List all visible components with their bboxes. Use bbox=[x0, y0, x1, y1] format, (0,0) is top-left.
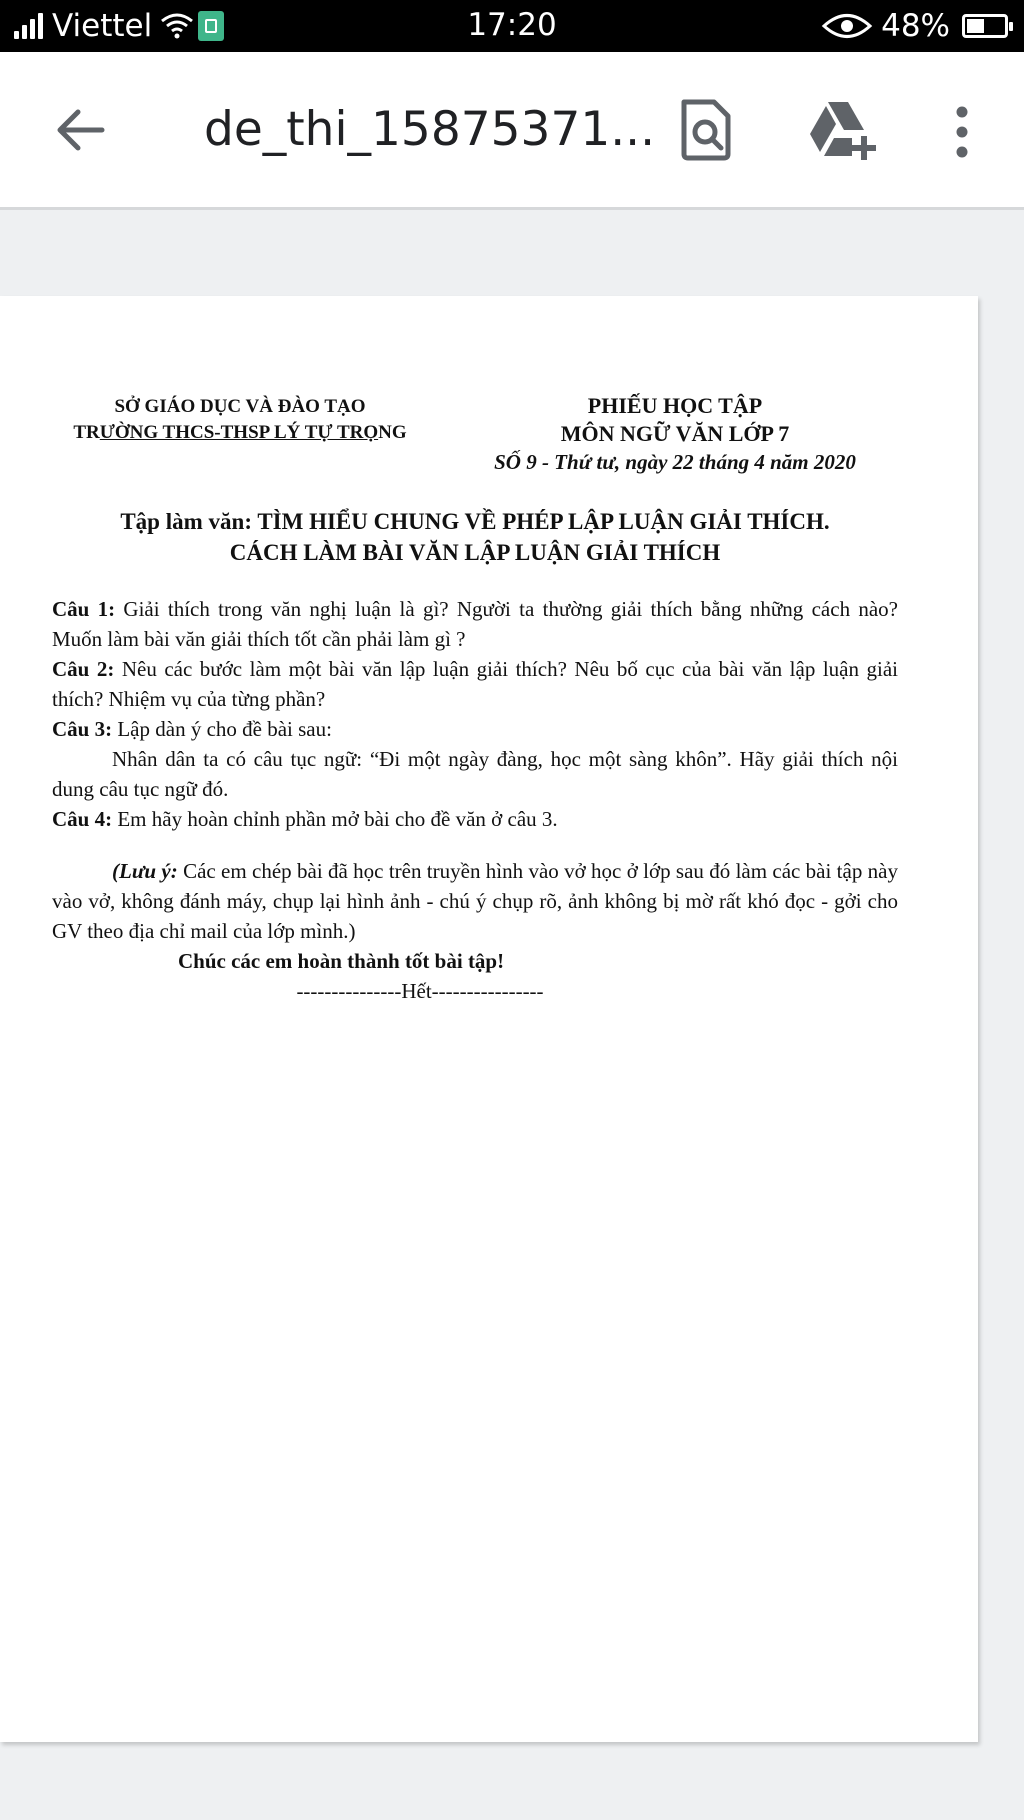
question-1-label: Câu 1: bbox=[52, 597, 116, 621]
question-3-text: Lập dàn ý cho đề bài sau: bbox=[112, 717, 332, 741]
heading-line1-text: TÌM HIỂU CHUNG VỀ PHÉP LẬP LUẬN GIẢI THÍCH. bbox=[257, 509, 830, 534]
document-title: de_thi_15875371... bbox=[204, 102, 656, 157]
lesson-heading-line2: CÁCH LÀM BÀI VĂN LẬP LUẬN GIẢI THÍCH bbox=[229, 540, 721, 565]
app-bar bbox=[0, 52, 1024, 210]
lesson-heading-prefix bbox=[120, 509, 257, 534]
header-right bbox=[440, 392, 910, 476]
carrier-name: Viettel bbox=[52, 8, 153, 44]
more-options-icon[interactable] bbox=[944, 102, 980, 162]
find-in-document-icon[interactable] bbox=[676, 96, 736, 162]
department-name: SỞ GIÁO DỤC VÀ ĐÀO TẠO bbox=[114, 396, 366, 417]
add-to-drive-icon[interactable] bbox=[806, 98, 878, 164]
worksheet-date: SỐ 9 - Thứ tư, ngày 22 tháng 4 năm 2020 bbox=[494, 450, 856, 474]
battery-icon bbox=[962, 14, 1008, 38]
question-2 bbox=[52, 654, 898, 714]
note-text: Các em chép bài đã học trên truyền hình vào vở học ở lớp sau đó làm các bài tập này vào vở, không đánh máy, chụp lại hình ảnh - chú ý chụp rõ, ảnh không bị mờ rất khó đọc - gởi cho GV theo địa chỉ mail của lớp mình.) bbox=[52, 859, 898, 943]
question-3 bbox=[52, 714, 898, 744]
note-label: (Lưu ý: bbox=[112, 859, 178, 883]
end-mark: ---------------Hết---------------- bbox=[296, 979, 544, 1003]
battery-percent: 48% bbox=[881, 8, 950, 44]
document-page[interactable] bbox=[0, 296, 978, 1742]
question-2-label: Câu 2: bbox=[52, 657, 115, 681]
note-paragraph bbox=[52, 856, 898, 946]
question-3-prompt-text: Nhân dân ta có câu tục ngữ: “Đi một ngày đàng, học một sàng khôn”. Hãy giải thích nội dung câu tục ngữ đó. bbox=[52, 747, 898, 801]
document-body bbox=[52, 594, 898, 1006]
battery-fill bbox=[967, 19, 984, 33]
question-4-label: Câu 4: bbox=[52, 807, 113, 831]
school-name-suffix: NG bbox=[378, 422, 407, 443]
lesson-heading bbox=[40, 506, 910, 568]
question-4 bbox=[52, 804, 898, 834]
question-2-text: Nêu các bước làm một bài văn lập luận giải thích? Nêu bố cục của bài văn lập luận giải thích? Nhiệm vụ của từng phần? bbox=[52, 657, 898, 711]
back-arrow-icon[interactable] bbox=[52, 102, 108, 158]
question-3-label: Câu 3: bbox=[52, 717, 113, 741]
status-right bbox=[821, 6, 1008, 46]
status-bar bbox=[0, 0, 1024, 52]
school-name-prefix: TR bbox=[73, 422, 100, 443]
school-name bbox=[50, 420, 430, 446]
lesson-heading-line1 bbox=[40, 506, 910, 537]
subject-title: MÔN NGỮ VĂN LỚP 7 bbox=[560, 421, 790, 446]
question-3-prompt bbox=[52, 744, 898, 804]
closing-wish: Chúc các em hoàn thành tốt bài tập! bbox=[178, 949, 505, 973]
clock: 17:20 bbox=[467, 7, 557, 43]
eye-icon bbox=[821, 11, 873, 41]
header-left bbox=[50, 394, 430, 446]
question-4-text: Em hãy hoàn chỉnh phần mở bài cho đề văn ở câu 3. bbox=[112, 807, 558, 831]
question-1-text: Giải thích trong văn nghị luận là gì? Người ta thường giải thích bằng những cách nào? Muốn làm bài văn giải thích tốt cần phải làm gì ? bbox=[52, 597, 899, 651]
document-viewer[interactable] bbox=[0, 210, 1024, 1820]
heading-prefix-text: Tập làm văn: bbox=[120, 509, 258, 534]
worksheet-title: PHIẾU HỌC TẬP bbox=[587, 393, 763, 418]
question-1 bbox=[52, 594, 898, 654]
school-name-underlined: ƯỜNG THCS-THSP LÝ TỰ TRỌ bbox=[99, 422, 379, 443]
